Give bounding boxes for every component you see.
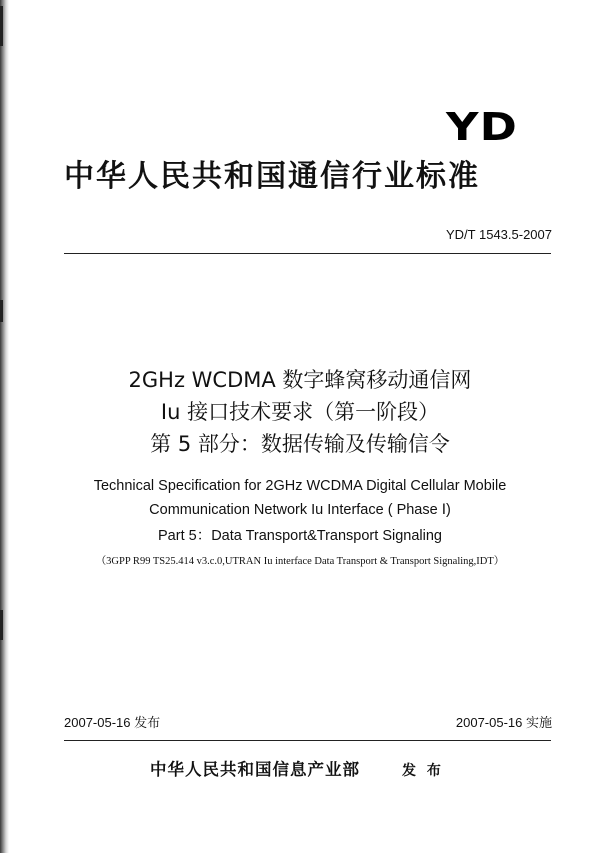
bottom-divider	[64, 740, 551, 741]
english-title-line-1: Technical Specification for 2GHz WCDMA Digital Cellular Mobile	[93, 478, 507, 494]
scan-mark	[0, 300, 3, 322]
standard-code: YD/T 1543.5-2007	[446, 227, 552, 242]
issue-label: 发 布	[402, 763, 444, 779]
publish-date: 2007-05-16 发布	[64, 715, 161, 730]
top-divider	[64, 253, 551, 254]
standard-category-title: 中华人民共和国通信行业标准	[64, 159, 480, 194]
chinese-title-line-1: 2GHz WCDMA 数字蜂窝移动通信网	[128, 368, 472, 392]
english-title-line-3: Part 5：Data Transport&Transport Signaling	[158, 528, 442, 544]
chinese-title-line-2: Iu 接口技术要求（第一阶段）	[160, 400, 440, 424]
chinese-title-line-3: 第 5 部分：数据传输及传输信令	[150, 432, 450, 456]
adoption-note: （3GPP R99 TS25.414 v3.c.0,UTRAN Iu interface Data Transport & Transport Signaling,IDT）	[95, 556, 505, 567]
issuing-authority: 中华人民共和国信息产业部	[150, 760, 360, 779]
scan-mark	[0, 610, 3, 640]
implement-date: 2007-05-16 实施	[455, 715, 552, 730]
yd-logo: YD	[446, 105, 519, 149]
scan-mark	[0, 6, 3, 46]
english-title-line-2: Communication Network Iu Interface ( Phase Ⅰ)	[149, 502, 451, 518]
scan-edge-shadow	[0, 0, 9, 853]
